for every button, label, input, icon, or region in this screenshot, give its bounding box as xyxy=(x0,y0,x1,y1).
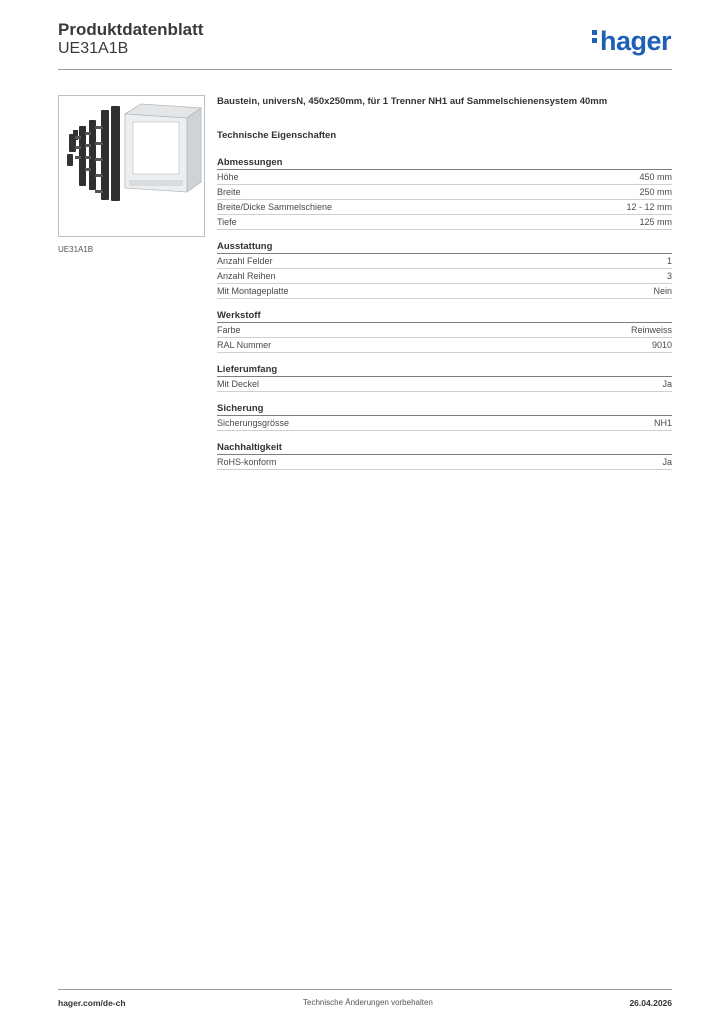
table-row xyxy=(217,215,672,230)
image-caption: UE31A1B xyxy=(58,245,94,254)
row-label: Sicherungsgrösse xyxy=(217,418,290,428)
table-row xyxy=(217,170,672,185)
row-label: Anzahl Felder xyxy=(217,256,273,266)
section-ausstattung xyxy=(217,240,672,299)
row-value: 450 mm xyxy=(639,172,672,182)
table-row xyxy=(217,377,672,392)
table-row xyxy=(217,416,672,431)
row-value: Ja xyxy=(662,379,672,389)
row-value: Ja xyxy=(662,457,672,467)
row-value: Reinweiss xyxy=(630,325,672,335)
row-label: Farbe xyxy=(217,325,241,335)
section-sicherung xyxy=(217,402,672,431)
row-value: 250 mm xyxy=(639,187,672,197)
row-label: Tiefe xyxy=(217,217,237,227)
header-divider xyxy=(58,69,672,70)
section-title: Abmessungen xyxy=(217,156,672,170)
row-value: 12 - 12 mm xyxy=(626,202,672,212)
footer-notice: Technische Änderungen vorbehalten xyxy=(303,998,433,1007)
section-lieferumfang xyxy=(217,363,672,392)
table-row xyxy=(217,323,672,338)
row-label: Mit Montageplatte xyxy=(217,286,289,296)
table-row xyxy=(217,185,672,200)
section-nachhaltigkeit xyxy=(217,441,672,470)
row-value: 125 mm xyxy=(639,217,672,227)
table-row xyxy=(217,455,672,470)
section-title: Ausstattung xyxy=(217,240,672,254)
row-label: RAL Nummer xyxy=(217,340,272,350)
row-value: 3 xyxy=(666,271,672,281)
table-row xyxy=(217,269,672,284)
product-image xyxy=(58,95,205,237)
section-title: Lieferumfang xyxy=(217,363,672,377)
row-label: Breite/Dicke Sammelschiene xyxy=(217,202,333,212)
section-werkstoff xyxy=(217,309,672,353)
page-title: Produktdatenblatt xyxy=(58,20,204,39)
logo-dots-icon xyxy=(592,27,599,46)
tech-properties-heading: Technische Eigenschaften xyxy=(217,130,337,141)
footer-website-link[interactable]: hager.com/de-ch xyxy=(58,998,126,1008)
row-label: Breite xyxy=(217,187,241,197)
row-value: 9010 xyxy=(651,340,672,350)
footer-date: 26.04.2026 xyxy=(629,998,672,1008)
section-title: Nachhaltigkeit xyxy=(217,441,672,455)
product-details xyxy=(217,96,672,480)
row-value: Nein xyxy=(653,286,672,296)
row-label: RoHS-konform xyxy=(217,457,277,467)
product-illustration xyxy=(59,96,204,236)
row-value: NH1 xyxy=(653,418,672,428)
section-title: Werkstoff xyxy=(217,309,672,323)
section-title: Sicherung xyxy=(217,402,672,416)
section-abmessungen xyxy=(217,156,672,230)
table-row xyxy=(217,200,672,215)
table-row xyxy=(217,284,672,299)
product-code: UE31A1B xyxy=(58,40,129,57)
footer-divider xyxy=(58,989,672,990)
table-row xyxy=(217,338,672,353)
row-label: Mit Deckel xyxy=(217,379,260,389)
row-label: Höhe xyxy=(217,172,239,182)
row-value: 1 xyxy=(666,256,672,266)
product-description: Baustein, universN, 450x250mm, für 1 Trenner NH1 auf Sammelschienensystem 40mm xyxy=(217,96,608,107)
row-label: Anzahl Reihen xyxy=(217,271,276,281)
hager-logo: hager xyxy=(592,26,671,57)
table-row xyxy=(217,254,672,269)
